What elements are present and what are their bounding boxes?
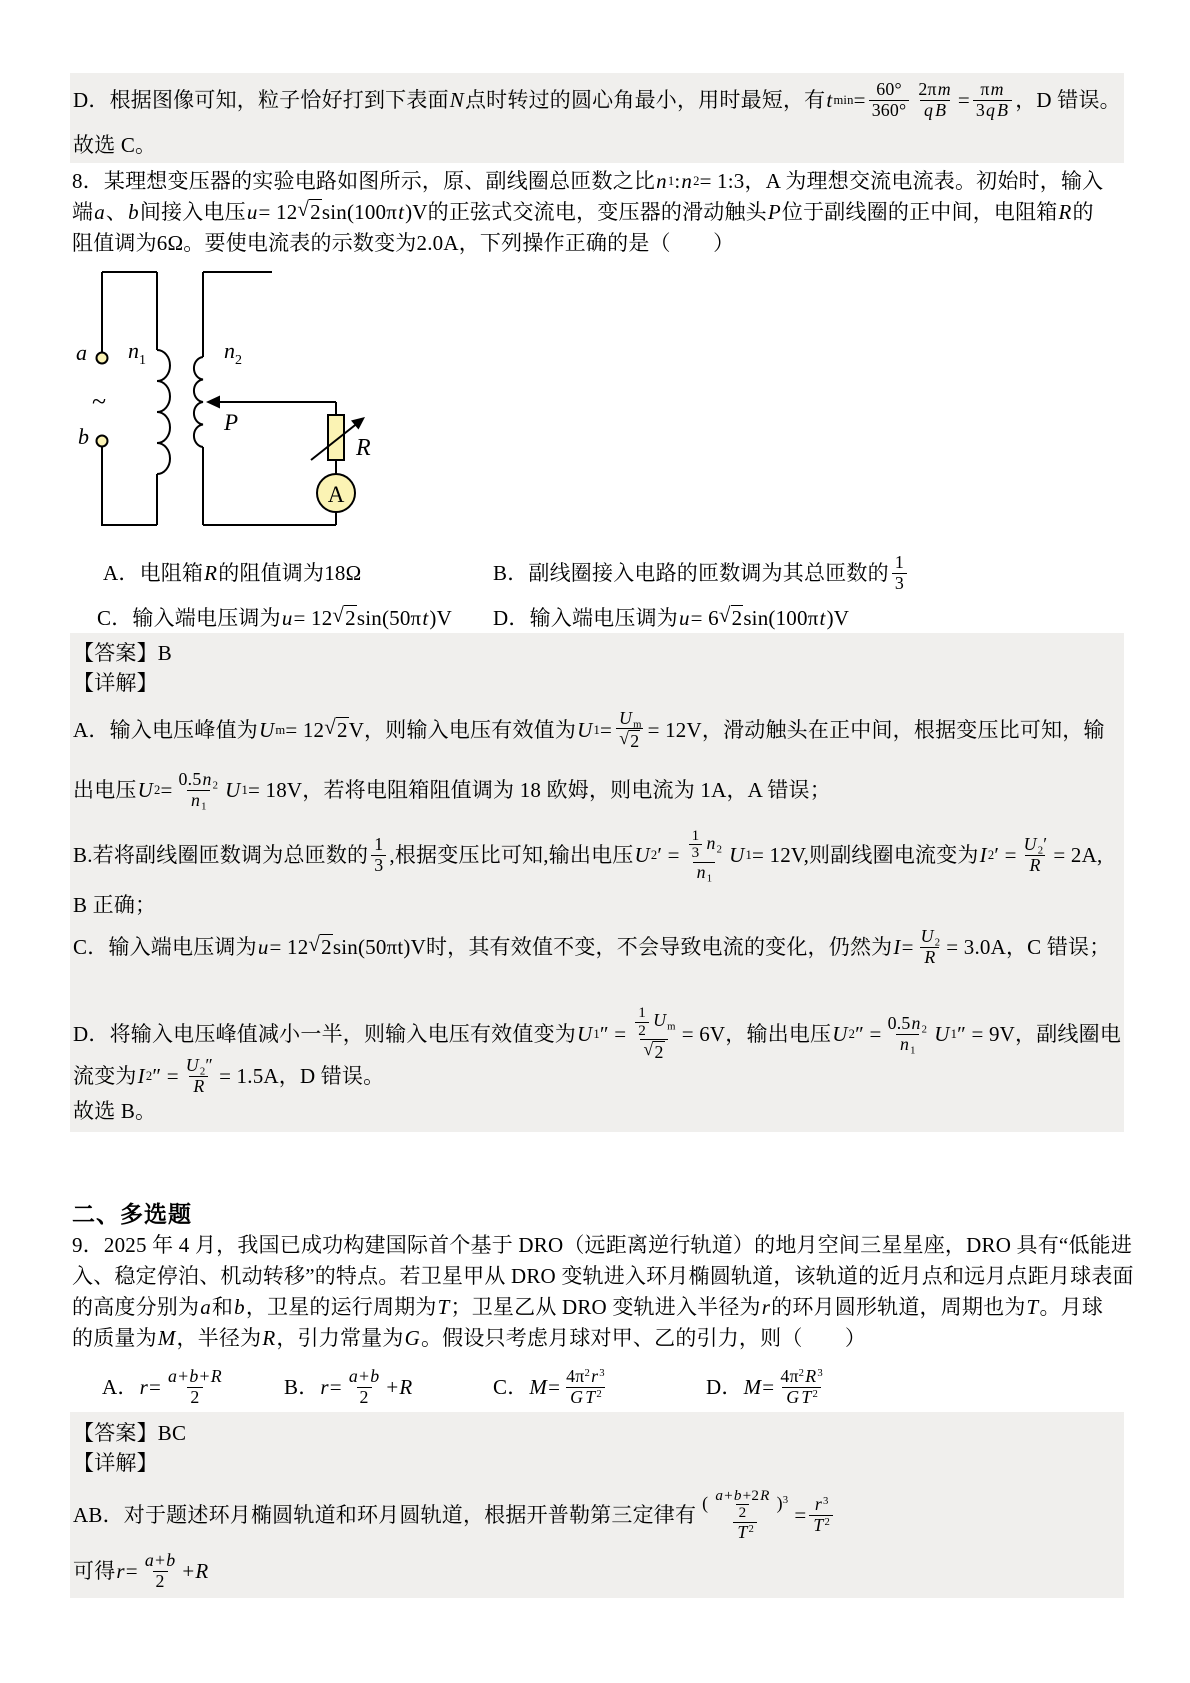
q8-final-choice: 故选 B。 — [73, 1098, 157, 1123]
q9-option-b: B． r = $\frac{a+b}{2}$ + R — [284, 1366, 413, 1407]
transformer-circuit-figure — [62, 248, 392, 538]
q9-option-d: D． M = $\frac{4\pi^2R^3}{G T^2}$ — [706, 1366, 823, 1407]
ac-source-tilde: ~ — [92, 387, 107, 416]
primary-coil-icon — [157, 350, 170, 474]
q8-explanation-d1: D．将输入电压峰值减小一半，则输入电压有效值变为 U 1 ″ = $\frac{1}{2}$ $U_m$ √ 2 = 6V，输出电压 U 2 ″ = $\frac{0.5n_2}{n_1}$ U 1 ″ = 9V，副线圈电 — [73, 1004, 1122, 1063]
ammeter-a-label: A — [327, 482, 345, 507]
q8-option-c: C．输入端电压调为 u = 12 √ 2 sin(50π t )V — [97, 603, 452, 631]
resistor-r-label: R — [356, 435, 371, 461]
q8-option-d: D．输入端电压调为 u = 6 √ 2 sin(100π t )V — [493, 603, 850, 631]
q7-final-choice: 故选 C。 — [73, 132, 157, 157]
q9-stem-line-3: 的高度分别为 a 和 b ，卫星的运行周期为 T ；卫星乙从 DRO 变轨进入半径为 r 的环月圆形轨道，周期也为 T 。月球 — [72, 1294, 1104, 1319]
q9-stem-line-1: 9．2025 年 4 月，我国已成功构建国际首个基于 DRO（远距离逆行轨道）的地月空间三星星座，DRO 具有“低能进 — [72, 1232, 1133, 1257]
terminal-a-node — [97, 353, 108, 364]
q9-stem-line-4: 的质量为 M ，半径为 R ，引力常量为 G 。假设只考虑月球对甲、乙的引力，则（ ） — [72, 1325, 867, 1350]
secondary-coil-icon — [194, 357, 203, 447]
q8-option-b: B．副线圈接入电路的匝数调为其总匝数的 $\frac{1}{3}$ — [493, 550, 910, 596]
terminal-a-label: a — [76, 340, 87, 365]
q8-answer-label: 【答案】B — [73, 640, 173, 665]
rheostat-icon — [328, 415, 344, 460]
terminal-b-label: b — [78, 424, 89, 449]
secondary-turns-label: $n_2$ — [224, 338, 242, 368]
q8-explanation-c: C．输入端电压调为 u = 12 √ 2 sin(50πt)V时，其有效值不变，不会导致电流的变化，仍然为 I = $\frac{U_2}{R}$ = 3.0A，C 错误； — [73, 926, 1111, 967]
slider-p-label: P — [224, 410, 239, 435]
q8-explanation-b1: B.若将副线圈匝数调为总匝数的 $\frac{1}{3}$ ,根据变压比可知,输出电压 U 2 ′ = $\frac{1}{3}$ $n_2$ $n_1$ U 1 = 12V,则副线圈电流变为 I 2 ′ = $\frac{U_2'}{R}$ = 2A, — [73, 826, 1103, 885]
q9-detail-label: 【详解】 — [73, 1450, 158, 1475]
q9-answer-label: 【答案】BC — [73, 1420, 187, 1445]
q8-option-a: A．电阻箱 R 的阻值调为18Ω — [103, 560, 362, 585]
q8-stem-line-1: 8．某理想变压器的实验电路如图所示，原、副线圈总匝数之比 n 1 : n 2 = 1:3，A 为理想交流电流表。初始时，输入 — [72, 168, 1104, 193]
q8-detail-label: 【详解】 — [73, 670, 158, 695]
q9-stem-line-2: 入、稳定停泊、机动转移”的特点。若卫星甲从 DRO 变轨进入环月椭圆轨道，该轨道的近月点和远月点距月球表面 — [72, 1263, 1134, 1288]
section-2-heading: 二、多选题 — [72, 1201, 192, 1227]
q9-option-a: A． r = $\frac{a+b+R}{2}$ — [102, 1366, 222, 1407]
terminal-b-node — [97, 436, 108, 447]
primary-turns-label: $n_1$ — [128, 338, 146, 368]
q8-explanation-b2: B 正确； — [73, 892, 157, 917]
q9-explanation-ab2: 可得 r = $\frac{a+b}{2}$ + R — [73, 1550, 209, 1591]
q8-explanation-d2: 流变为 I 2 ″ = $\frac{U_2''}{R}$ = 1.5A，D 错误。 — [73, 1055, 385, 1096]
q8-explanation-a2: 出电压 U 2 = $\frac{0.5n_2}{n_1}$ U 1 = 18V，若将电阻箱阻值调为 18 欧姆，则电流为 1A，A 错误； — [73, 769, 831, 813]
q8-stem-line-2: 端 a 、 b 间接入电压 u = 12 √ 2 sin(100π t )V的正弦式交流电，变压器的滑动触头 P 位于副线圈的正中间，电阻箱 R 的 — [72, 197, 1094, 225]
q8-stem-line-3: 阻值调为6Ω。要使电流表的示数变为2.0A，下列操作正确的是（ ） — [72, 230, 735, 255]
q8-explanation-a1: A．输入电压峰值为 U m = 12 √ 2 V，则输入电压有效值为 U 1 = $U_m$ √ 2 = 12V，滑动触头在正中间，根据变压比可知，输 — [73, 707, 1105, 751]
terminal-b-wire — [102, 447, 157, 525]
q9-option-c: C． M = $\frac{4\pi^2r^3}{G T^2}$ — [493, 1366, 605, 1407]
slider-arrowhead-icon — [206, 396, 220, 409]
q7-option-d-explanation: D．根据图像可知，粒子恰好打到下表面 N 点时转过的圆心角最小，用时最短，有 t min = $\frac{60^\circ}{360^\circ}$ $\frac{2\pi m}{\text{q B}}$ = $\frac{\pi m}{\text{3q B}}$ ，D 错误。 — [73, 79, 1121, 120]
q9-explanation-ab1: AB．对于题述环月椭圆轨道和环月圆轨道，根据开普勒第三定律有 ( $\frac{a+b+2R}{2}$ )$^3$ $T^2$ = $\frac{r^3}{T^2}$ — [73, 1478, 836, 1552]
